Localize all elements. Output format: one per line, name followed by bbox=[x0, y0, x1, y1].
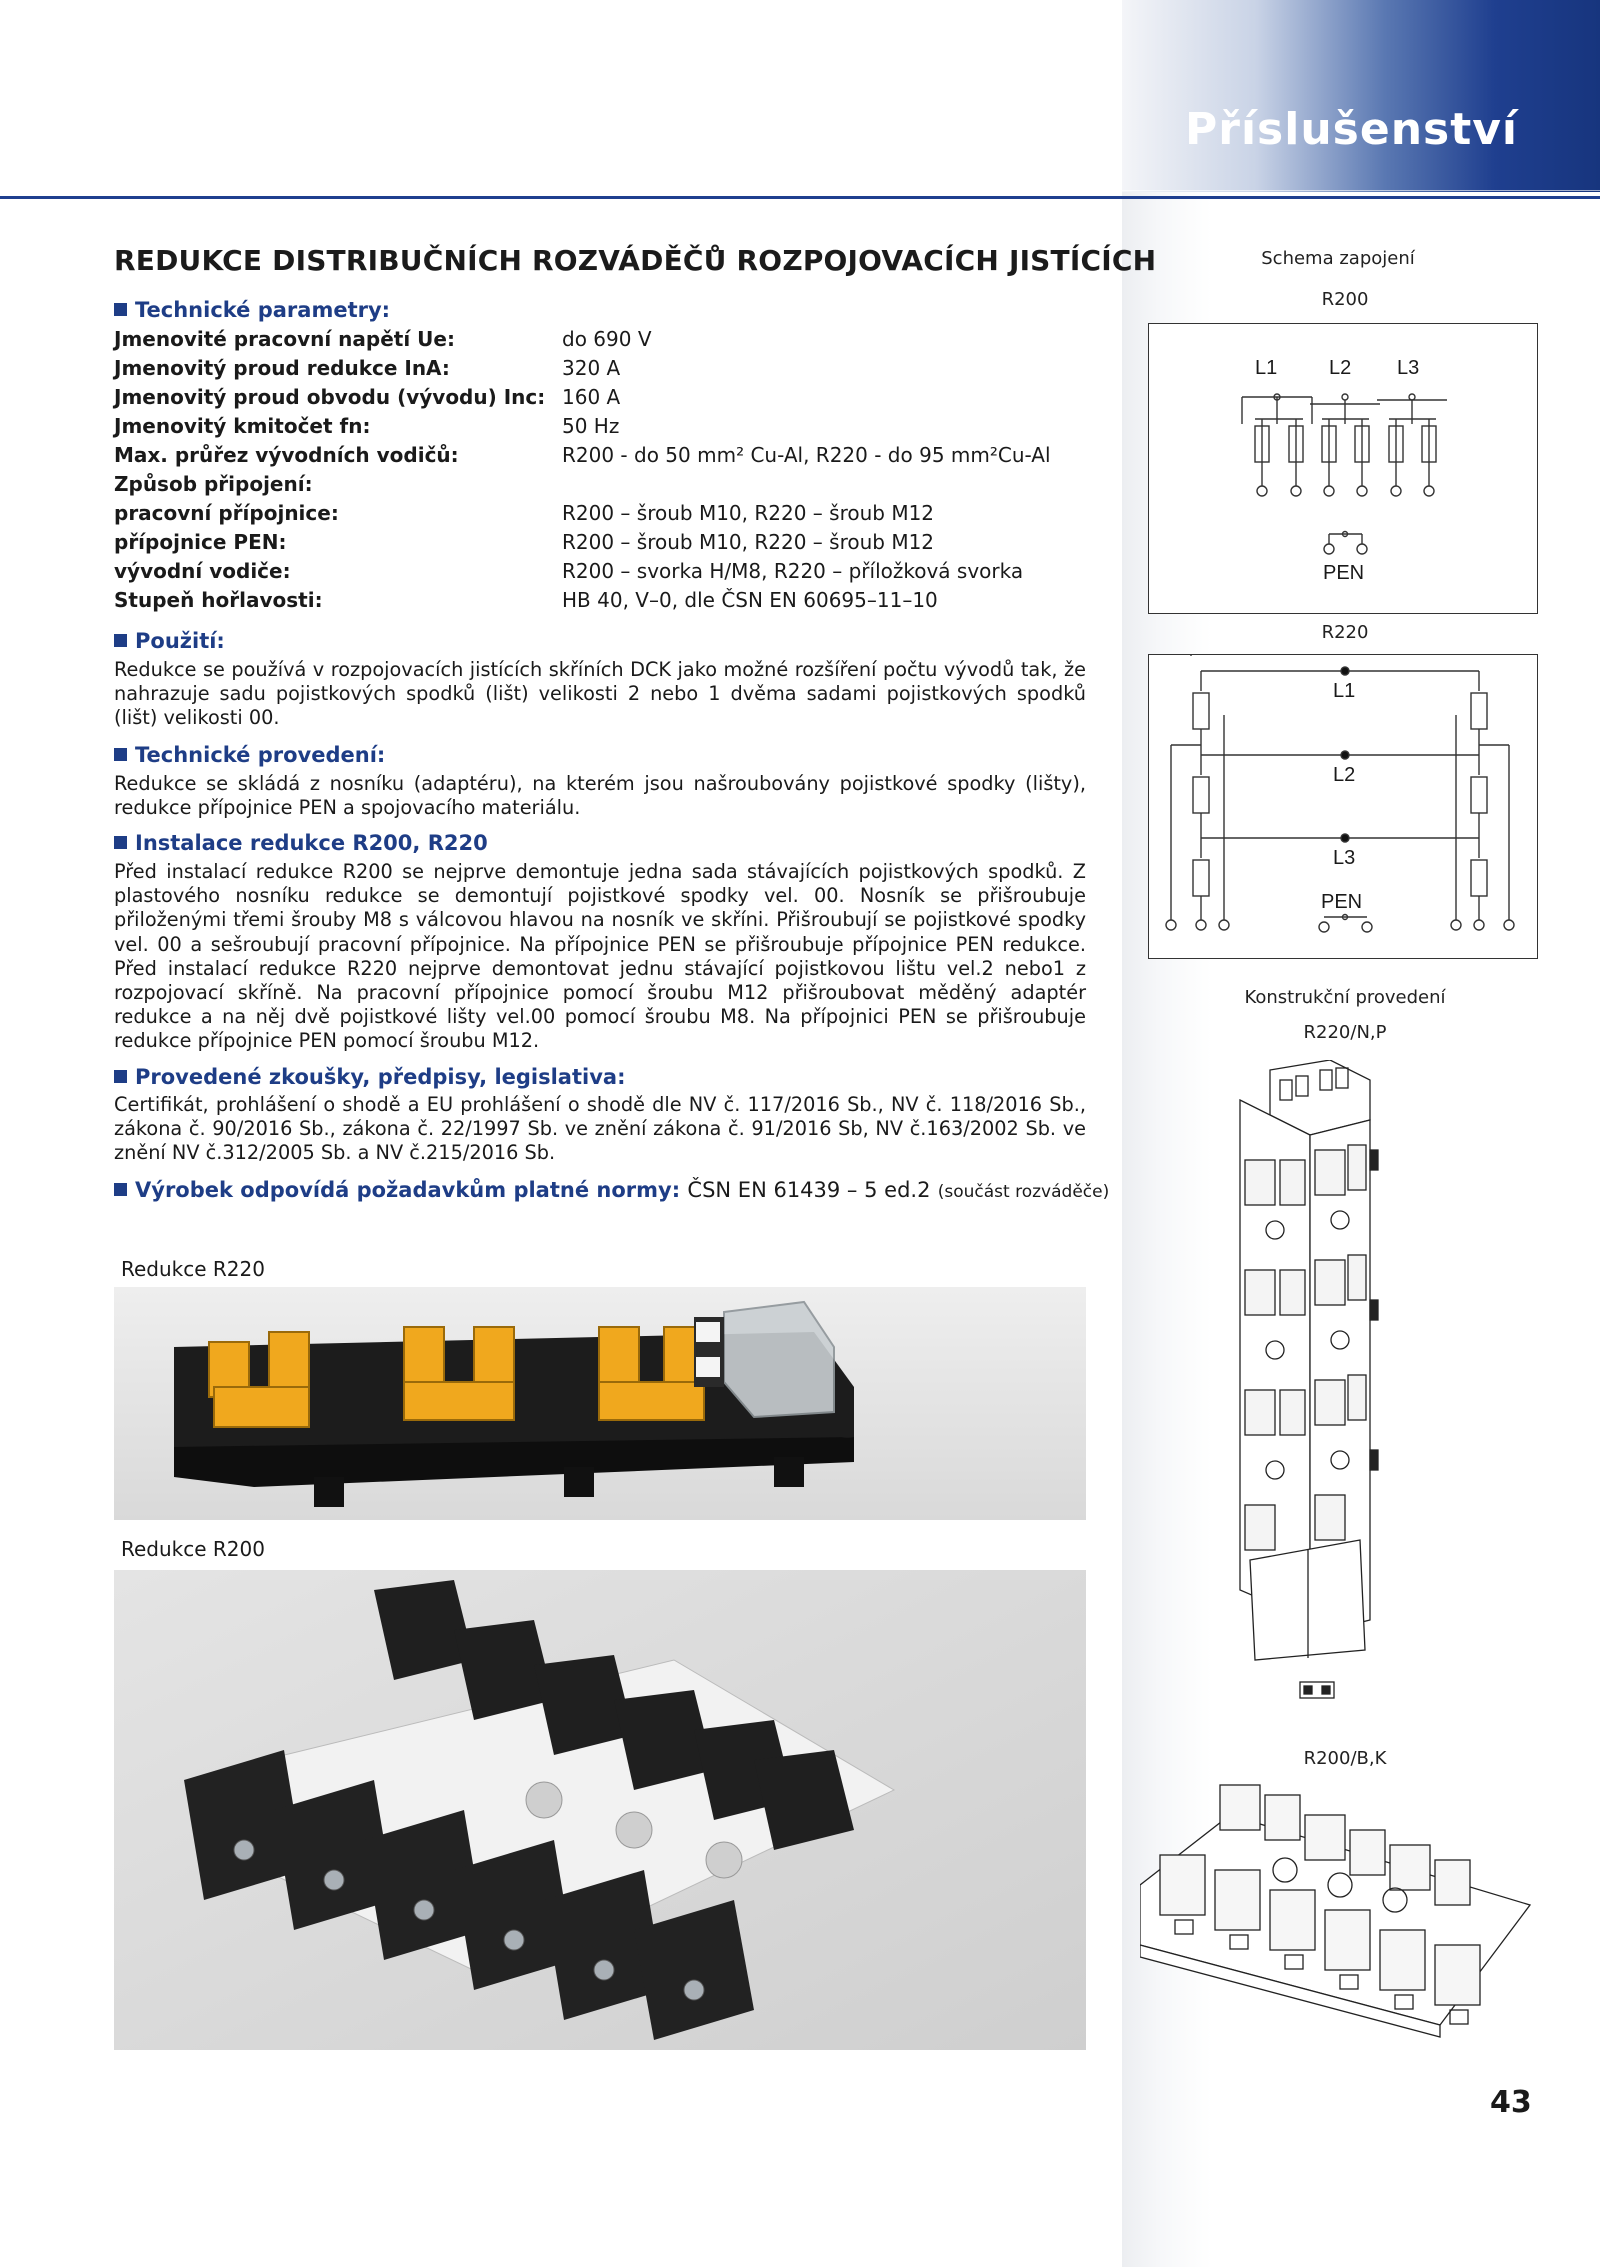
bullet-square-icon bbox=[114, 303, 127, 316]
r200-line-drawing bbox=[1140, 1775, 1540, 2045]
r220-line-drawing bbox=[1200, 1060, 1420, 1700]
norm-value: ČSN EN 61439 – 5 ed.2 bbox=[687, 1178, 931, 1202]
param-label: Jmenovité pracovní napětí Ue: bbox=[114, 327, 455, 351]
tests-heading-text: Provedené zkoušky, předpisy, legislativa: bbox=[135, 1065, 626, 1089]
use-heading bbox=[114, 629, 225, 653]
r220-pen-label: PEN bbox=[1321, 891, 1363, 913]
schema-r200-diagram bbox=[1148, 323, 1538, 614]
param-label: vývodní vodiče: bbox=[114, 559, 291, 583]
install-heading-text: Instalace redukce R200, R220 bbox=[135, 831, 488, 855]
param-value: R200 – šroub M10, R220 – šroub M12 bbox=[562, 530, 935, 554]
r200-phase-label: L1 bbox=[1255, 357, 1278, 379]
bullet-square-icon bbox=[114, 836, 127, 849]
photo-caption-r200: Redukce R200 bbox=[121, 1537, 265, 1561]
param-label: Max. průřez vývodních vodičů: bbox=[114, 443, 459, 467]
construction-title: Konstrukční provedení bbox=[1244, 987, 1446, 1008]
schema-title: Schema zapojení bbox=[1261, 248, 1415, 269]
install-paragraph: Před instalací redukce R200 se nejprve demontuje jedna sada stávajících pojistkových spodků. Z plastového nosníku redukce se demontují pojistkové spodky vel. 00. Nosník se přišroubuje přiloženými třemi šrouby M8 s válcovou hlavou na nosník ve skříni. Přišroubují se pojistkové spodky vel. 00 a sešroubují pracovní přípojnice. Na přípojnice PEN se přišroubuje přípojnice PEN redukce. Před instalací redukce R220 nejprve demontovat jednu stávající pojistkovou lištu vel.2 nebo1 z rozpojovací skříně. Na pracovní přípojnice pomocí šroubu M12 přišroubovat měděný adaptér redukce a na něj dvě pojistkové lišty vel.00 pomocí šroubu M8. Na přípojnici PEN se přišroubuje redukce přípojnice PEN pomocí šroubu M12. bbox=[114, 860, 1086, 1053]
page-number: 43 bbox=[1490, 2085, 1532, 2120]
param-value: HB 40, V–0, dle ČSN EN 60695–11–10 bbox=[562, 588, 938, 612]
page-section-title: Příslušenství bbox=[1185, 104, 1518, 155]
bullet-square-icon bbox=[114, 634, 127, 647]
r200-phase-label: L2 bbox=[1329, 357, 1352, 379]
design-heading bbox=[114, 743, 385, 767]
r220-phase-label: L3 bbox=[1333, 847, 1356, 869]
bullet-square-icon bbox=[114, 748, 127, 761]
r220-phase-label: L2 bbox=[1333, 764, 1356, 786]
norm-heading-text: Výrobek odpovídá požadavkům platné normy: bbox=[135, 1178, 681, 1202]
page-title: REDUKCE DISTRIBUČNÍCH ROZVÁDĚČŮ ROZPOJOVACÍCH JISTÍCÍCH bbox=[114, 244, 1157, 277]
norm-note: (součást rozváděče) bbox=[937, 1182, 1110, 1202]
tests-paragraph: Certifikát, prohlášení o shodě a EU prohlášení o shodě dle NV č. 117/2016 Sb., NV č. 118/2016 Sb., zákona č. 90/2016 Sb., zákona č. 22/1997 Sb. ve znění zákona č. 91/2016 Sb, NV č.163/2002 Sb. ve znění NV č.312/2005 Sb. a NV č.215/2016 Sb. bbox=[114, 1093, 1086, 1165]
use-heading-text: Použití: bbox=[135, 629, 225, 653]
norm-line bbox=[114, 1178, 1109, 1202]
r200-phase-label: L3 bbox=[1397, 357, 1420, 379]
r200-pen-label: PEN bbox=[1323, 562, 1365, 584]
param-label: Způsob připojení: bbox=[114, 472, 313, 496]
param-label: pracovní přípojnice: bbox=[114, 501, 339, 525]
param-value: R200 - do 50 mm² Cu-Al, R220 - do 95 mm²Cu-Al bbox=[562, 443, 1051, 467]
param-label: Jmenovitý proud obvodu (vývodu) Inc: bbox=[114, 385, 546, 409]
bullet-square-icon bbox=[114, 1070, 127, 1083]
design-paragraph: Redukce se skládá z nosníku (adaptéru), na kterém jsou našroubovány pojistkové spodky (lišty), redukce přípojnice PEN a spojovacího materiálu. bbox=[114, 772, 1086, 820]
schema-r200-label: R200 bbox=[1321, 289, 1369, 310]
param-value: R200 – svorka H/M8, R220 – příložková svorka bbox=[562, 559, 1024, 583]
param-label: přípojnice PEN: bbox=[114, 530, 287, 554]
tech-params-heading-text: Technické parametry: bbox=[135, 298, 391, 322]
param-label: Jmenovitý proud redukce InA: bbox=[114, 356, 450, 380]
header-highlight-line bbox=[1122, 190, 1600, 191]
construction-label-r220: R220/N,P bbox=[1303, 1022, 1387, 1043]
install-heading bbox=[114, 831, 488, 855]
schema-r220-diagram bbox=[1148, 654, 1538, 959]
bullet-square-icon bbox=[114, 1183, 127, 1196]
tests-heading bbox=[114, 1065, 625, 1089]
param-value: R200 – šroub M10, R220 – šroub M12 bbox=[562, 501, 935, 525]
schema-r220-label: R220 bbox=[1321, 622, 1369, 643]
r200-product-image bbox=[114, 1570, 1086, 2050]
header-band bbox=[1122, 0, 1600, 192]
tech-params-heading bbox=[114, 298, 390, 322]
param-value: 160 A bbox=[562, 385, 621, 409]
param-value: 320 A bbox=[562, 356, 621, 380]
construction-drawing-r220 bbox=[1200, 1060, 1420, 1700]
use-paragraph: Redukce se používá v rozpojovacích jistících skříních DCK jako možné rozšíření počtu vývodů tak, že nahrazuje sadu pojistkových spodků (lišt) velikosti 2 nebo 1 dvěma sadami pojistkových spodků (lišt) velikosti 00. bbox=[114, 658, 1086, 730]
param-value: do 690 V bbox=[562, 327, 652, 351]
construction-drawing-r200 bbox=[1140, 1775, 1540, 2045]
param-value: 50 Hz bbox=[562, 414, 620, 438]
r220-product-image bbox=[114, 1287, 1086, 1520]
param-label: Jmenovitý kmitočet fn: bbox=[114, 414, 371, 438]
header-divider bbox=[0, 196, 1600, 199]
param-label: Stupeň hořlavosti: bbox=[114, 588, 323, 612]
photo-caption-r220: Redukce R220 bbox=[121, 1257, 265, 1281]
photo-r200 bbox=[114, 1570, 1086, 2050]
r220-phase-label: L1 bbox=[1333, 680, 1356, 702]
design-heading-text: Technické provedení: bbox=[135, 743, 386, 767]
photo-r220 bbox=[114, 1287, 1086, 1520]
construction-label-r200: R200/B,K bbox=[1303, 1748, 1387, 1769]
